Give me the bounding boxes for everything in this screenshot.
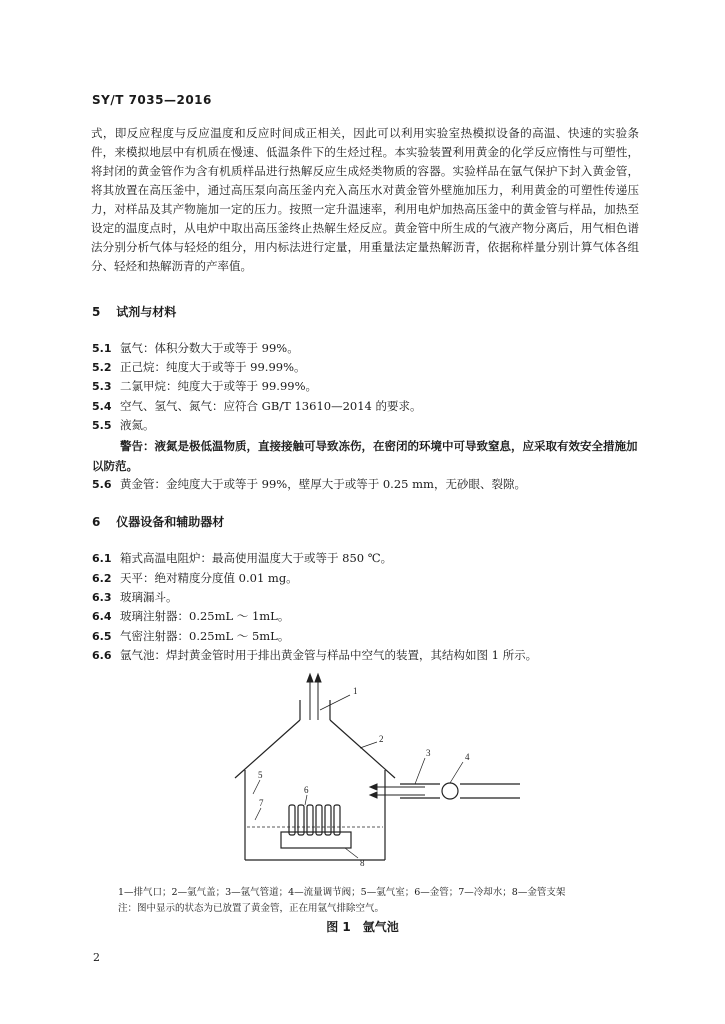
clause-5-1 [92, 339, 640, 358]
section-5-heading [92, 303, 176, 320]
gold-tube [325, 805, 331, 835]
leader-line-5 [253, 780, 260, 794]
clause-number: 5.4 [92, 400, 112, 413]
clause-number: 6.4 [92, 610, 112, 623]
liquid-nitrogen-warning: 警告：液氮是极低温物质，直接接触可导致冻伤，在密闭的环境中可导致窒息，应采取有效安全措施加以防范。 [92, 439, 638, 473]
argon-chamber-diagram [225, 670, 525, 870]
label-3: 3 [426, 748, 431, 758]
section-title: 仪器设备和辅助器材 [116, 515, 225, 529]
roof-right [330, 720, 395, 778]
clause-text: 黄金管：金纯度大于或等于 99%，壁厚大于或等于 0.25 mm，无砂眼、裂隙。 [120, 477, 526, 491]
clause-5-3 [92, 377, 640, 396]
clause-text: 二氯甲烷：纯度大于或等于 99.99%。 [120, 379, 318, 393]
label-2: 2 [379, 734, 384, 744]
gold-tubes [289, 805, 340, 835]
label-7: 7 [259, 798, 264, 808]
clause-number: 5.2 [92, 361, 112, 374]
gold-tube [316, 805, 322, 835]
label-1: 1 [353, 686, 358, 696]
leader-line-8 [345, 848, 358, 858]
clause-number: 5.6 [92, 478, 112, 491]
clause-6-3 [92, 588, 640, 607]
leader-line-3 [415, 758, 425, 784]
label-6: 6 [304, 785, 309, 795]
gold-tube [307, 805, 313, 835]
leader-line-2 [360, 742, 377, 748]
clause-text: 箱式高温电阻炉：最高使用温度大于或等于 850 ℃。 [120, 551, 393, 565]
clause-6-1 [92, 549, 640, 568]
clause-text: 气密注射器：0.25mL ～ 5mL。 [120, 629, 290, 643]
figure-caption [118, 885, 638, 917]
clause-number: 6.1 [92, 552, 112, 565]
page-number: 2 [93, 951, 100, 964]
clause-5-4 [92, 397, 640, 416]
clause-6-6 [92, 646, 640, 665]
label-4: 4 [465, 752, 470, 762]
roof-left [235, 720, 300, 778]
clause-5-5 [92, 416, 640, 435]
gold-tube [298, 805, 304, 835]
clause-text: 玻璃漏斗。 [120, 590, 178, 604]
gold-tube [289, 805, 295, 835]
section-title: 试剂与材料 [116, 305, 177, 319]
section-number: 6 [92, 515, 101, 529]
section-6-heading [92, 513, 224, 530]
clause-5-2 [92, 358, 640, 377]
flow-valve [442, 783, 458, 799]
clause-6-5 [92, 627, 640, 646]
clause-number: 6.3 [92, 591, 112, 604]
clause-6-4 [92, 607, 640, 626]
gold-tube [334, 805, 340, 835]
clause-number: 5.1 [92, 342, 112, 355]
section-number: 5 [92, 305, 101, 319]
clause-text: 玻璃注射器：0.25mL ～ 1mL。 [120, 609, 290, 623]
label-8: 8 [360, 858, 365, 868]
leader-line-6 [305, 795, 307, 805]
inflow-arrowhead-top [370, 784, 377, 790]
clause-text: 液氮。 [120, 418, 155, 432]
standard-code-header: SY/T 7035—2016 [92, 93, 212, 107]
figure-title: 图 1 氩气池 [326, 920, 399, 934]
clause-text: 正己烷：纯度大于或等于 99.99%。 [120, 360, 306, 374]
exhaust-arrowhead-right [315, 674, 321, 682]
leader-line-4 [450, 762, 463, 783]
intro-paragraph: 式，即反应程度与反应温度和反应时间成正相关，因此可以利用实验室热模拟设备的高温、快速的实验条件，来模拟地层中有机质在慢速、低温条件下的生烃过程。本实验装置利用黄金的化学反应惰性与可塑性，将封闭的黄金管作为含有机质样品进行热解反应生成烃类物质的容器。实验样品在氩气保护下封入黄金管，将其放置在高压釜中，通过高压泵向高压釜内充入高压水对黄金管外壁施加压力，利用黄金的可塑性传递压力，对样品及其产物施加一定的压力。按照一定升温速率，利用电炉加热高压釜中的黄金管与样品，加热至设定的温度点时，从电炉中取出高压釜终止热解生烃反应。黄金管中所生成的气液产物分离后，用气相色谱法分别分析气体与轻烃的组分，用内标法进行定量，用重量法定量热解沥青，依据称样量分别计算气体各组分、轻烃和热解沥青的产率值。 [91, 126, 639, 273]
clause-6-2 [92, 569, 640, 588]
inflow-arrowhead-bottom [370, 792, 377, 798]
leader-line-1 [320, 695, 350, 710]
label-5: 5 [258, 770, 263, 780]
clause-number: 6.6 [92, 649, 112, 662]
clause-text: 空气、氢气、氮气：应符合 GB/T 13610—2014 的要求。 [120, 399, 422, 413]
clause-number: 6.2 [92, 572, 112, 585]
clause-number: 5.5 [92, 419, 112, 432]
figure-legend: 1—排气口；2—氩气盖；3—氩气管道；4—流量调节阀；5—氩气室；6—金管；7—冷却水；8—金管支架 [118, 887, 566, 898]
clause-text: 天平：绝对精度分度值 0.01 mg。 [120, 571, 298, 585]
clause-text: 氩气池：焊封黄金管时用于排出黄金管与样品中空气的装置，其结构如图 1 所示。 [120, 648, 538, 662]
clause-number: 5.3 [92, 380, 112, 393]
clause-5-6 [92, 475, 640, 494]
figure-note: 注：图中显示的状态为已放置了黄金管，正在用氩气排除空气。 [118, 903, 385, 914]
leader-line-7 [255, 808, 261, 820]
clause-number: 6.5 [92, 630, 112, 643]
clause-text: 氩气：体积分数大于或等于 99%。 [120, 341, 299, 355]
exhaust-arrowhead-left [307, 674, 313, 682]
